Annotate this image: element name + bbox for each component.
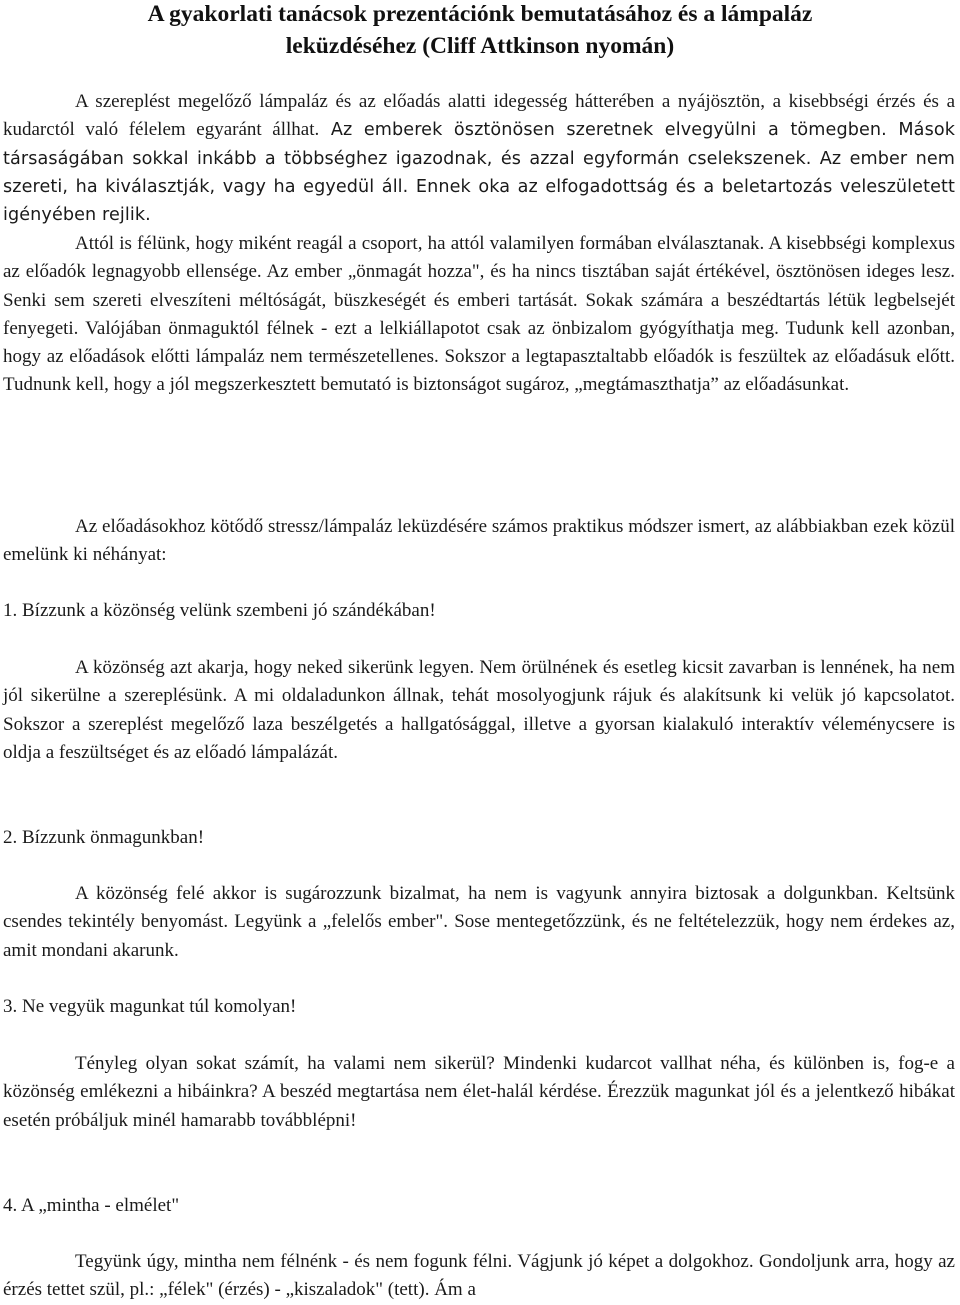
intro-sentence-6: Senki sem szereti elveszíteni méltóságát, büszkeségét és emberi tartását. [3,289,578,311]
intro-sentence-5: Az ember „önmagát hozza", és ha nincs tisztában saját értékével, ösztönösen ideges lesz. [261,261,955,283]
intro-sentence-1: A szereplést megelőző lámpaláz és az előadás alatti idegesség hátterében a nyájösztön, a kisebbségi érzés és a kudarctól való félelem egyaránt állhat. [3,91,955,141]
section-4-heading: 4. A „mintha - elmélet" [3,1195,180,1216]
document-title [40,0,920,62]
title-line-1: A gyakorlati tanácsok prezentációnk bemutatásához és a lámpaláz [147,1,813,27]
intro-sentence-2: Az emberek ösztönösen szeretnek elvegyülni a tömegben. Mások társaságában sokkal inkább a többséghez igazodnak, és azzal egyformán cselekszenek. Az ember nem szereti, ha kiválasztják, vagy ha egyedül áll. Ennek oka az elfogadottság és a beletartozás veleszületett igényében rejlik. [3,120,955,226]
section-1-body: A közönség azt akarja, hogy neked sikerünk legyen. Nem örülnének és esetleg kicsit zavarban is lennének, ha nem jól sikerülne a szereplésünk. A mi oldaladunkon állnak, tehát mosolyogjunk rájuk és alakítsunk ki velük jó kapcsolatot. Sokszor a szereplést megelőző laza beszélgetés a hallgatósággal, illetve a gyorsan kialakuló interaktív véleménycsere is oldja a feszültséget és az előadó lámpalázát. [3,657,955,763]
section-4-body: Tegyünk úgy, mintha nem félnénk - és nem fogunk félni. Vágjunk jó képet a dolgokhoz. Gondoljunk arra, hogy az érzés tettet szül, pl.: „félek" (érzés) - „kiszaladok" (tett). Ám a [3,1251,955,1301]
intro-paragraph-2 [3,230,955,400]
section-1-heading: 1. Bízzunk a közönség velünk szembeni jó szándékában! [3,600,436,621]
title-line-2: leküzdéséhez (Cliff Attkinson nyomán) [285,33,675,59]
section-2-heading: 2. Bízzunk önmagunkban! [3,827,205,848]
intro-sentence-7: Sokak számára a beszédtartás létük legbelsejét fenyegeti. [3,289,955,339]
lead-paragraph: Az előadásokhoz kötődő stressz/lámpaláz leküzdésére számos praktikus módszer ismert, az alábbiakban ezek közül emelünk ki néhányat: [3,516,955,566]
section-3-body: Tényleg olyan sokat számít, ha valami nem sikerül? Mindenki kudarcot vallhat néha, és különben is, fog-e a közönség emlékezni a hibáinkra? A beszéd megtartása nem élet-halál kérdése. Érezzük magunkat jól és a jelentkező hibákat esetén próbáljuk minél hamarabb továbblépni! [3,1053,955,1131]
intro-sentence-3: Attól is félünk, hogy miként reagál a csoport, ha attól valamilyen formában elválasztanak. [75,233,765,254]
section-2-body: A közönség felé akkor is sugározzunk bizalmat, ha nem is vagyunk annyira biztosak a dolgunkban. Keltsünk csendes tekintély benyomást. Legyünk a „felelős ember". Sose mentegetőzzünk, és ne feltételezzük, hogy nem érdekes az, amit mondani akarunk. [3,883,955,961]
intro-paragraph [3,88,955,229]
intro-sentence-4: A kisebbségi komplexus az előadók legnagyobb ellensége. [3,233,955,283]
intro-sentence-8: Valójában önmaguktól félnek - ezt a lelkiállapotot csak az önbizalom gyógyíthatja meg. Tudunk kell azonban, hogy az előadások előtti lámpaláz nem természetellenes. Sokszor a legtapasztaltabb előadók is feszültek az előadásuk előtt. Tudnunk kell, hogy a jól megszerkesztett bemutató is biztonságot sugároz, „megtámaszthatja” az előadásunkat. [3,317,955,396]
section-3-heading: 3. Ne vegyük magunkat túl komolyan! [3,996,297,1017]
